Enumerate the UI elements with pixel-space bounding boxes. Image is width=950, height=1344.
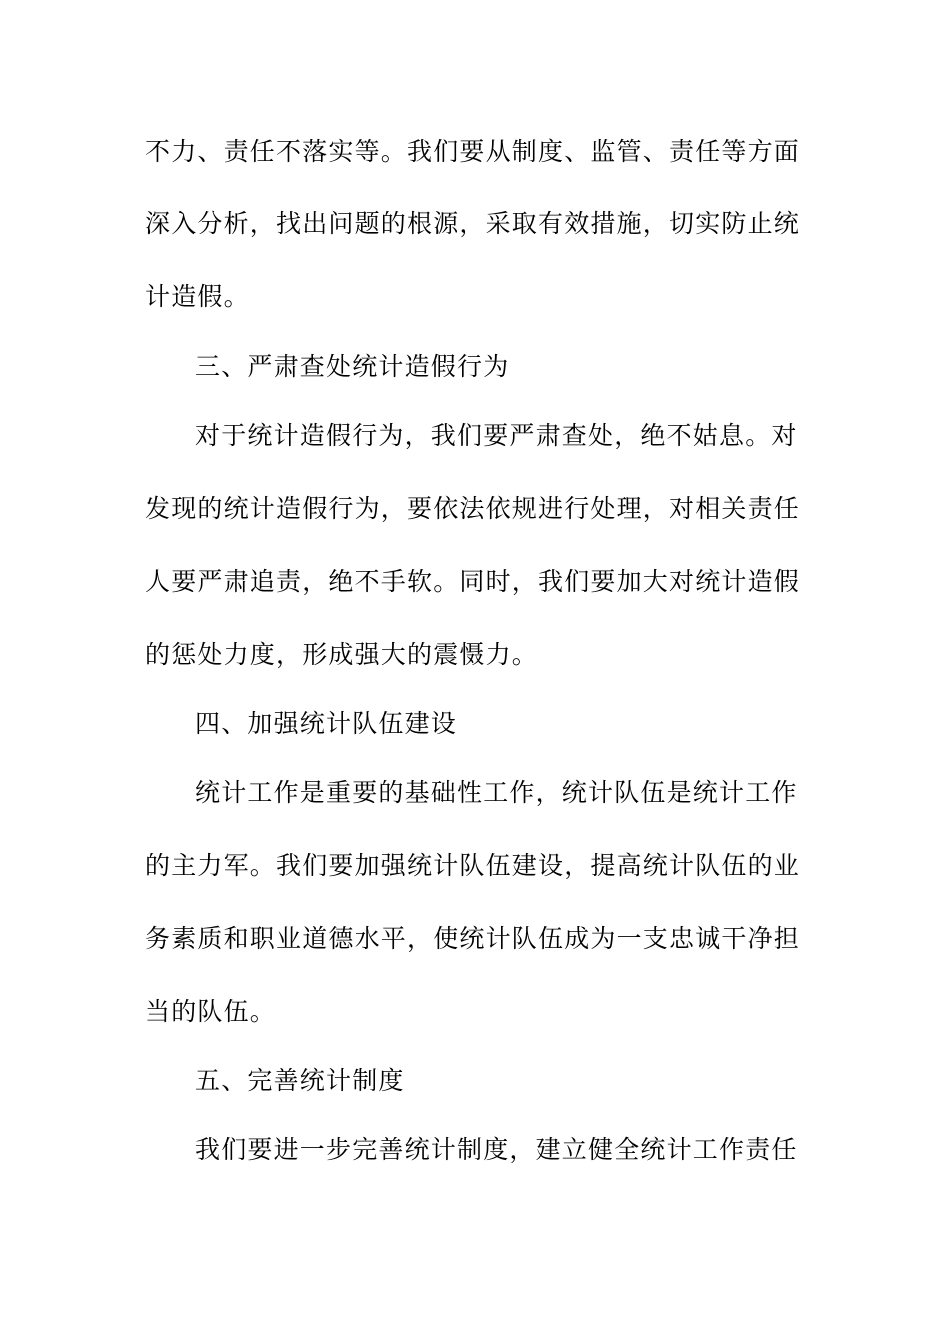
paragraph-line: 不力、责任不落实等。我们要从制度、监管、责任等方面 (145, 137, 801, 166)
section-heading: 四、加强统计队伍建设 (195, 709, 458, 738)
paragraph-line: 发现的统计造假行为，要依法依规进行处理，对相关责任 (145, 494, 801, 523)
paragraph-line: 务素质和职业道德水平，使统计队伍成为一支忠诚干净担 (145, 924, 801, 953)
paragraph-line: 统计工作是重要的基础性工作，统计队伍是统计工作 (195, 778, 798, 807)
paragraph-line: 计造假。 (145, 282, 250, 311)
paragraph-line: 对于统计造假行为，我们要严肃查处，绝不姑息。对 (195, 421, 798, 450)
section-heading: 五、完善统计制度 (195, 1066, 405, 1095)
paragraph-line: 的主力军。我们要加强统计队伍建设，提高统计队伍的业 (145, 851, 801, 880)
paragraph-line: 我们要进一步完善统计制度，建立健全统计工作责任 (195, 1135, 798, 1164)
paragraph-line: 的惩处力度，形成强大的震慑力。 (145, 640, 539, 669)
paragraph-line: 人要严肃追责，绝不手软。同时，我们要加大对统计造假 (145, 567, 801, 596)
paragraph-line: 深入分析，找出问题的根源，采取有效措施，切实防止统 (145, 209, 801, 238)
section-heading: 三、严肃查处统计造假行为 (195, 352, 510, 381)
paragraph-line: 当的队伍。 (145, 997, 277, 1026)
